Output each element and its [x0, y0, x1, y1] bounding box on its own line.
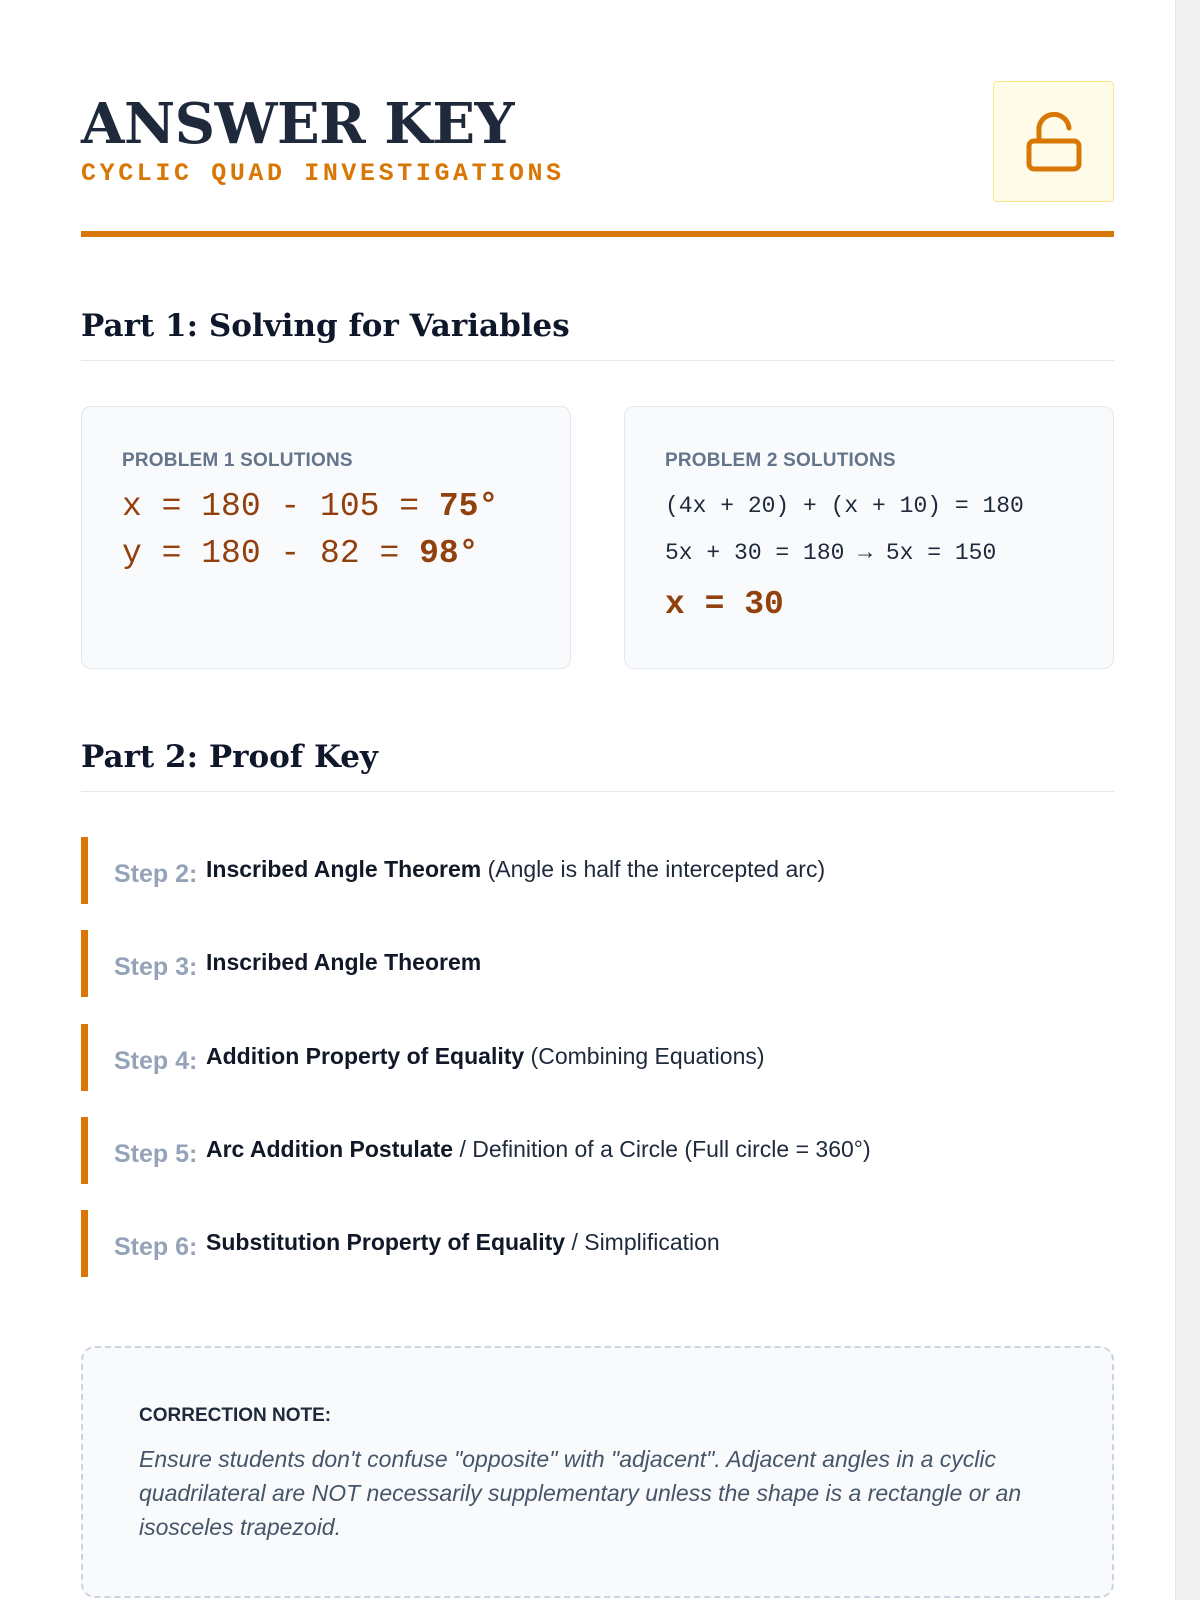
- step-label: Step 2:: [114, 860, 198, 888]
- page-title: ANSWER KEY: [81, 91, 515, 157]
- problem1-label: PROBLEM 1 SOLUTIONS: [122, 450, 353, 471]
- scrollbar[interactable]: [1175, 0, 1200, 1600]
- step-label: Step 4:: [114, 1047, 198, 1075]
- problem2-label: PROBLEM 2 SOLUTIONS: [665, 450, 896, 471]
- problem1-equation-y: y = 180 - 82 = 98°: [122, 535, 479, 572]
- problem1-result-x: 75°: [438, 488, 499, 525]
- problem1-result-y: 98°: [419, 535, 479, 572]
- step-label: Step 3:: [114, 953, 198, 981]
- problem1-card: [81, 406, 571, 669]
- section-heading-part2: Part 2: Proof Key: [81, 735, 1114, 792]
- problem2-equation-line2: 5x + 30 = 180 → 5x = 150: [665, 540, 997, 566]
- problem2-equation-line1: (4x + 20) + (x + 10) = 180: [665, 493, 1024, 519]
- proof-step: [81, 1210, 1114, 1277]
- step-label: Step 6:: [114, 1233, 198, 1261]
- step-label: Step 5:: [114, 1140, 198, 1168]
- proof-step: [81, 837, 1114, 904]
- page-subtitle: CYCLIC QUAD INVESTIGATIONS: [81, 159, 565, 188]
- header-divider: [81, 231, 1114, 237]
- page-header: [81, 0, 1114, 238]
- correction-note-body: Ensure students don't confuse "opposite" with "adjacent". Adjacent angles in a cyclic quadrilateral are NOT necessarily supplementary unless the shape is a rectangle or an isosceles trapezoid.: [139, 1446, 1022, 1540]
- step-reason: Inscribed Angle Theorem: [206, 949, 482, 975]
- correction-note: [81, 1346, 1114, 1598]
- step-reason: Addition Property of Equality (Combining Equations): [206, 1043, 765, 1069]
- unlock-badge: [993, 81, 1114, 202]
- step-reason: Inscribed Angle Theorem (Angle is half the intercepted arc): [206, 856, 826, 882]
- problem2-answer: x = 30: [665, 586, 784, 623]
- section-heading-part1: Part 1: Solving for Variables: [81, 304, 1114, 361]
- proof-step: [81, 930, 1114, 997]
- problem2-card: [624, 406, 1114, 669]
- proof-step: [81, 1117, 1114, 1184]
- correction-note-title: CORRECTION NOTE:: [139, 1405, 332, 1426]
- step-reason: Arc Addition Postulate / Definition of a Circle (Full circle = 360°): [206, 1136, 871, 1162]
- step-reason: Substitution Property of Equality / Simplification: [206, 1229, 720, 1255]
- problem1-equation-x: x = 180 - 105 = 75°: [122, 488, 499, 525]
- unlock-icon: [1025, 111, 1083, 173]
- proof-step: [81, 1024, 1114, 1091]
- answer-key-page: [81, 0, 1114, 1540]
